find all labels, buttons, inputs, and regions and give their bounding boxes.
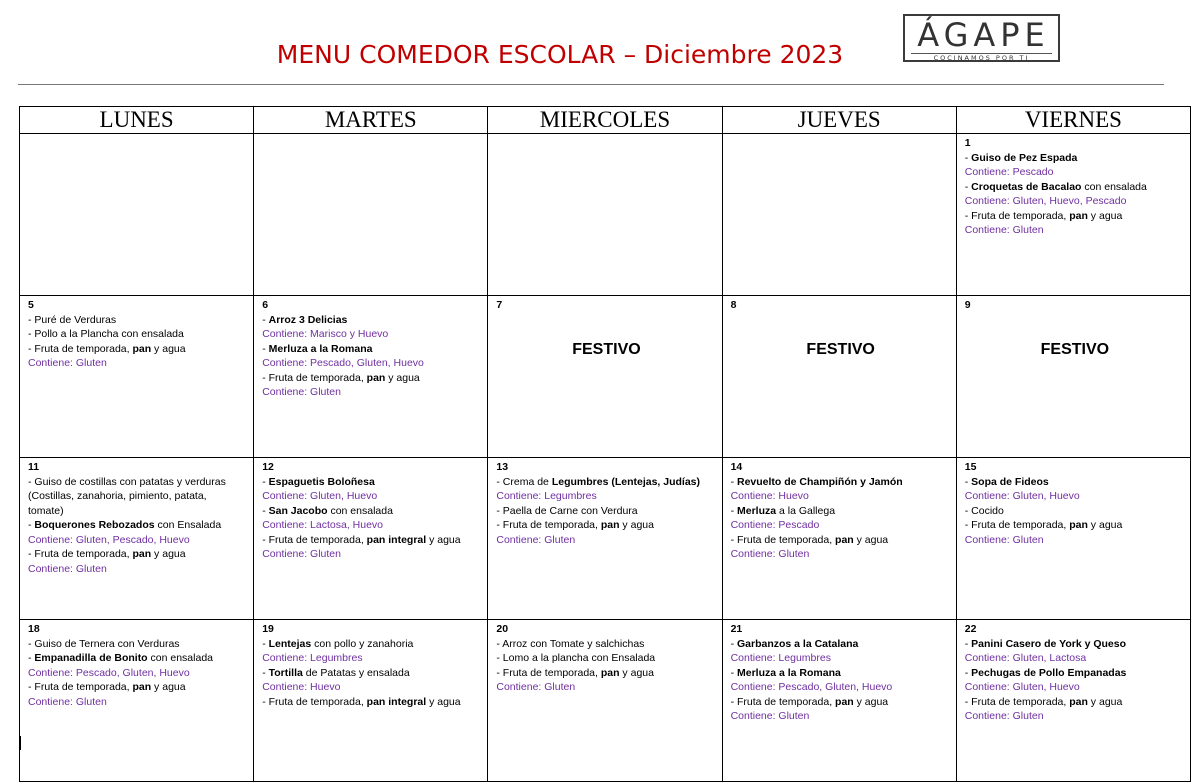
day-cell: [20, 296, 254, 458]
allergen-note: [262, 385, 482, 400]
dish-name: Croquetas de Bacalao: [971, 180, 1082, 193]
menu-text: y agua: [426, 695, 461, 708]
allergen-note: [965, 223, 1185, 238]
logo-tagline: COCINAMOS POR TI: [911, 53, 1052, 62]
day-number: 11: [28, 461, 40, 473]
menu-item: [262, 342, 482, 357]
day-cell: [254, 458, 488, 620]
menu-text: Contiene: Lactosa, Huevo: [262, 519, 384, 531]
dish-name: pan integral: [366, 533, 427, 546]
dish-name: pan: [835, 533, 854, 546]
allergen-note: [28, 695, 248, 710]
day-cell: [722, 458, 956, 620]
dish-name: pan: [600, 519, 620, 531]
menu-item: [965, 695, 1185, 710]
day-number: 14: [730, 461, 743, 473]
allergen-note: [731, 518, 951, 533]
menu-text: tomate): [28, 504, 64, 517]
day-cell: [488, 620, 722, 782]
weekday-header: MIERCOLES: [488, 107, 722, 134]
dish-name: pan: [132, 548, 152, 560]
menu-text: Contiene: Gluten: [964, 224, 1044, 236]
menu-item: [28, 680, 248, 695]
menu-text: - Puré de Verduras: [28, 313, 117, 326]
menu-text: - Arroz con Tomate y salchichas: [496, 637, 645, 650]
menu-item: [496, 518, 716, 533]
allergen-note: [28, 666, 248, 681]
menu-text: -: [730, 666, 737, 679]
menu-text: -: [964, 475, 972, 488]
allergen-note: [262, 547, 482, 562]
day-cell-content: [496, 298, 716, 455]
day-cell-content: [965, 298, 1185, 455]
menu-text: Contiene: Marisco y Huevo: [262, 328, 389, 340]
dish-name: pan: [1069, 209, 1088, 222]
logo-wordmark: ÁGAPE: [917, 16, 1050, 54]
menu-text: - Fruta de temporada,: [496, 519, 601, 531]
menu-text: y agua: [1087, 209, 1123, 222]
menu-item: [496, 666, 716, 681]
menu-text: - Paella de Carne con Verdura: [496, 504, 638, 517]
menu-text: - Fruta de temporada,: [262, 533, 367, 546]
dish-name: Arroz 3 Delicias: [268, 313, 348, 326]
weekday-header: LUNES: [20, 107, 254, 134]
holiday-label: FESTIVO: [1040, 340, 1110, 358]
menu-text: Contiene: Gluten: [28, 562, 107, 575]
holiday-label: FESTIVO: [806, 340, 875, 358]
menu-item: [965, 637, 1185, 652]
menu-text: y agua: [619, 666, 654, 679]
menu-text: Contiene: Gluten, Pescado, Huevo: [28, 533, 190, 546]
menu-text: - Fruta de temporada,: [28, 548, 133, 560]
menu-item: [496, 504, 716, 519]
menu-text: Contiene: Legumbres: [730, 652, 831, 664]
menu-text: - Crema de: [496, 475, 552, 488]
day-number: 6: [262, 299, 269, 311]
menu-text: -: [262, 637, 269, 650]
empty-day-cell: [254, 134, 488, 296]
menu-text: -: [964, 637, 972, 650]
day-cell: [956, 296, 1190, 458]
day-number: 1: [964, 137, 971, 149]
allergen-note: [262, 680, 482, 695]
menu-text: Contiene: Gluten, Huevo: [262, 490, 378, 502]
menu-text: - Fruta de temporada,: [262, 371, 367, 384]
day-cell: [254, 620, 488, 782]
menu-text: - Fruta de temporada,: [28, 342, 133, 355]
day-number: 9: [964, 299, 971, 311]
menu-text: - Fruta de temporada,: [964, 519, 1070, 531]
allergen-note: [731, 547, 951, 562]
menu-item: [262, 666, 482, 681]
menu-text: -: [28, 519, 35, 531]
menu-item: [28, 547, 248, 562]
empty-day-cell: [20, 134, 254, 296]
menu-text: - Fruta de temporada,: [964, 695, 1070, 708]
day-cell-content: [731, 298, 951, 455]
menu-text: Contiene: Gluten: [28, 357, 107, 369]
day-number: 18: [28, 623, 40, 635]
menu-text: a la Gallega: [776, 504, 836, 517]
menu-item: [28, 651, 248, 666]
menu-text: - Fruta de temporada,: [28, 681, 133, 693]
menu-text: (Costillas, zanahoria, pimiento, patata,: [28, 490, 207, 502]
menu-item: [496, 637, 716, 652]
menu-item: [496, 475, 716, 490]
empty-day-cell: [722, 134, 956, 296]
menu-item: [965, 475, 1185, 490]
menu-item: [28, 518, 248, 533]
header-divider: [18, 84, 1164, 85]
menu-text: -: [262, 475, 269, 488]
day-cell-content: [28, 460, 248, 617]
week-row: [20, 296, 1191, 458]
menu-text: -: [28, 652, 35, 664]
menu-text: -: [964, 666, 972, 679]
day-cell-content: [965, 622, 1185, 779]
weekday-header-row: [20, 107, 1191, 134]
allergen-note: [965, 489, 1185, 504]
allergen-note: [965, 680, 1185, 695]
allergen-note: [262, 356, 482, 371]
dish-name: pan: [600, 666, 620, 679]
page-title: MENU COMEDOR ESCOLAR – Diciembre 2023: [276, 40, 844, 69]
allergen-note: [262, 518, 482, 533]
menu-text: Contiene: Gluten: [730, 710, 810, 722]
dish-name: Merluza a la Romana: [736, 666, 841, 679]
menu-text: Contiene: Huevo: [262, 681, 341, 693]
menu-text: - Cocido: [964, 504, 1004, 517]
menu-text: Contiene: Legumbres: [496, 490, 597, 502]
day-cell: [956, 620, 1190, 782]
menu-text: Contiene: Pescado, Gluten, Huevo: [730, 681, 893, 693]
menu-text: Contiene: Pescado, Gluten, Huevo: [28, 666, 190, 679]
menu-text: con pollo y zanahoria: [311, 637, 414, 650]
menu-text: y agua: [151, 681, 186, 693]
day-cell-content: [262, 298, 482, 455]
dish-name: Merluza a la Romana: [268, 342, 373, 355]
menu-item: [731, 695, 951, 710]
allergen-note: [262, 327, 482, 342]
menu-text: Contiene: Pescado: [964, 166, 1054, 178]
dish-name: Empanadilla de Bonito: [34, 652, 148, 664]
menu-text: de Patatas y ensalada: [302, 666, 410, 679]
menu-text: Contiene: Gluten: [496, 681, 576, 693]
menu-text: y agua: [151, 548, 186, 560]
day-number: 8: [730, 299, 737, 311]
menu-text: Contiene: Gluten: [28, 695, 107, 708]
menu-item: [28, 475, 248, 490]
day-number: 12: [262, 461, 274, 473]
allergen-note: [731, 709, 951, 724]
day-number: 5: [28, 299, 34, 311]
menu-text: y agua: [1087, 519, 1123, 531]
allergen-note: [965, 651, 1185, 666]
day-cell-content: [965, 136, 1185, 293]
dish-name: pan: [1069, 519, 1088, 531]
menu-text: -: [262, 504, 269, 517]
allergen-note: [262, 651, 482, 666]
menu-text: -: [262, 342, 269, 355]
allergen-note: [965, 194, 1185, 209]
day-number: 19: [262, 623, 274, 635]
menu-text: -: [730, 475, 737, 488]
dish-name: Garbanzos a la Catalana: [736, 637, 859, 650]
menu-item: [28, 327, 248, 342]
menu-text: -: [730, 637, 737, 650]
day-cell-content: [28, 622, 248, 779]
menu-text: y agua: [1087, 695, 1123, 708]
day-number: 21: [730, 623, 743, 635]
day-number: 13: [496, 461, 509, 473]
allergen-note: [731, 489, 951, 504]
menu-text: Contiene: Pescado, Gluten, Huevo: [262, 357, 424, 369]
menu-text: y agua: [619, 519, 654, 531]
day-cell-content: [496, 622, 716, 779]
menu-text: - Fruta de temporada,: [496, 666, 601, 679]
day-cell-content: [28, 136, 248, 293]
day-cell-content: [496, 460, 716, 617]
menu-text: Contiene: Gluten, Huevo: [964, 490, 1080, 502]
menu-text: - Guiso de Ternera con Verduras: [28, 637, 180, 650]
menu-item: [28, 489, 248, 504]
menu-item: [731, 475, 951, 490]
menu-item: [28, 342, 248, 357]
menu-text: con Ensalada: [154, 519, 222, 531]
menu-text: Contiene: Gluten: [262, 548, 341, 560]
allergen-note: [965, 709, 1185, 724]
menu-text: y agua: [853, 695, 889, 708]
dish-name: Espaguetis Boloñesa: [268, 475, 375, 488]
day-cell-content: [262, 136, 482, 293]
menu-text: - Fruta de temporada,: [730, 695, 836, 708]
menu-item: [731, 504, 951, 519]
weekday-header: MARTES: [254, 107, 488, 134]
day-number: 20: [496, 623, 509, 635]
menu-item: [28, 313, 248, 328]
menu-text: Contiene: Gluten: [730, 548, 810, 560]
menu-item: [262, 504, 482, 519]
day-cell-content: [731, 136, 951, 293]
empty-day-cell: [488, 134, 722, 296]
day-cell: [20, 458, 254, 620]
week-row: [20, 620, 1191, 782]
menu-item: [731, 637, 951, 652]
menu-text: Contiene: Gluten, Huevo: [964, 681, 1080, 693]
menu-text: Contiene: Huevo: [730, 490, 809, 502]
menu-item: [28, 637, 248, 652]
day-cell-content: [965, 460, 1185, 617]
allergen-note: [496, 533, 716, 548]
allergen-note: [965, 533, 1185, 548]
dish-name: Sopa de Fideos: [971, 475, 1049, 488]
allergen-note: [731, 651, 951, 666]
menu-text: -: [730, 504, 737, 517]
day-cell-content: [28, 298, 248, 455]
menu-text: Contiene: Gluten: [262, 386, 341, 398]
menu-text: - Fruta de temporada,: [730, 533, 836, 546]
day-cell-content: [731, 622, 951, 779]
day-cell: [956, 458, 1190, 620]
menu-item: [731, 533, 951, 548]
allergen-note: [28, 533, 248, 548]
menu-text: y agua: [385, 371, 420, 384]
allergen-note: [496, 489, 716, 504]
day-cell: [722, 296, 956, 458]
dish-name: San Jacobo: [268, 504, 328, 517]
day-cell: [488, 296, 722, 458]
dish-name: pan: [835, 695, 854, 708]
menu-text: con ensalada: [147, 652, 213, 664]
menu-item: [262, 637, 482, 652]
day-cell-content: [496, 136, 716, 293]
day-cell: [20, 620, 254, 782]
menu-text: Contiene: Gluten: [964, 710, 1044, 722]
day-cell: [956, 134, 1190, 296]
menu-text: - Fruta de temporada,: [964, 209, 1070, 222]
menu-item: [965, 209, 1185, 224]
dish-name: pan: [1069, 695, 1088, 708]
menu-text: - Lomo a la plancha con Ensalada: [496, 652, 656, 664]
menu-item: [965, 151, 1185, 166]
dish-name: pan: [132, 681, 152, 693]
menu-item: [262, 313, 482, 328]
day-number: 15: [964, 461, 977, 473]
menu-text: Contiene: Gluten: [964, 533, 1044, 546]
dish-name: pan integral: [366, 695, 427, 708]
week-row: [20, 458, 1191, 620]
menu-text: - Fruta de temporada,: [262, 695, 367, 708]
allergen-note: [28, 356, 248, 371]
table-continuation-line: [20, 736, 21, 750]
menu-item: [731, 666, 951, 681]
menu-text: -: [964, 180, 972, 193]
menu-text: con ensalada: [327, 504, 393, 517]
menu-text: - Guiso de costillas con patatas y verduras: [28, 475, 226, 488]
menu-text: Contiene: Gluten: [496, 533, 576, 546]
day-cell: [488, 458, 722, 620]
allergen-note: [496, 680, 716, 695]
menu-item: [496, 651, 716, 666]
menu-item: [965, 180, 1185, 195]
week-row: [20, 134, 1191, 296]
menu-item: [965, 666, 1185, 681]
menu-calendar: [19, 106, 1191, 782]
menu-text: -: [262, 313, 269, 326]
menu-item: [965, 504, 1185, 519]
menu-item: [965, 518, 1185, 533]
dish-name: pan: [366, 371, 386, 384]
dish-name: pan: [132, 342, 152, 355]
menu-text: Contiene: Gluten, Huevo, Pescado: [964, 195, 1127, 207]
menu-text: - Pollo a la Plancha con ensalada: [28, 328, 184, 340]
dish-name: Guiso de Pez Espada: [971, 151, 1078, 164]
day-cell: [254, 296, 488, 458]
dish-name: Panini Casero de York y Queso: [971, 637, 1127, 650]
menu-item: [262, 695, 482, 710]
menu-text: Contiene: Pescado: [730, 519, 820, 531]
menu-text: y agua: [151, 342, 186, 355]
weekday-header: JUEVES: [722, 107, 956, 134]
day-cell-content: [731, 460, 951, 617]
weekday-header: VIERNES: [956, 107, 1190, 134]
day-cell-content: [262, 622, 482, 779]
dish-name: Tortilla: [268, 666, 303, 679]
menu-item: [262, 371, 482, 386]
agape-logo: [903, 14, 1060, 62]
menu-text: -: [262, 666, 269, 679]
menu-item: [28, 504, 248, 519]
day-number: 22: [964, 623, 977, 635]
menu-text: y agua: [426, 533, 461, 546]
holiday-label: FESTIVO: [572, 340, 641, 358]
day-cell-content: [262, 460, 482, 617]
menu-item: [262, 533, 482, 548]
menu-text: y agua: [853, 533, 889, 546]
day-cell: [722, 620, 956, 782]
menu-text: Contiene: Gluten, Lactosa: [964, 652, 1087, 664]
allergen-note: [28, 562, 248, 577]
allergen-note: [965, 165, 1185, 180]
dish-name: Legumbres (Lentejas, Judías): [551, 475, 701, 488]
day-number: 7: [496, 299, 503, 311]
menu-text: -: [964, 151, 972, 164]
allergen-note: [731, 680, 951, 695]
dish-name: Revuelto de Champiñón y Jamón: [736, 475, 903, 488]
menu-text: con ensalada: [1081, 180, 1147, 193]
menu-text: Contiene: Legumbres: [262, 652, 363, 664]
dish-name: Pechugas de Pollo Empanadas: [971, 666, 1127, 679]
dish-name: Merluza: [736, 504, 777, 517]
dish-name: Boquerones Rebozados: [34, 519, 155, 531]
allergen-note: [262, 489, 482, 504]
dish-name: Lentejas: [268, 637, 312, 650]
menu-item: [262, 475, 482, 490]
